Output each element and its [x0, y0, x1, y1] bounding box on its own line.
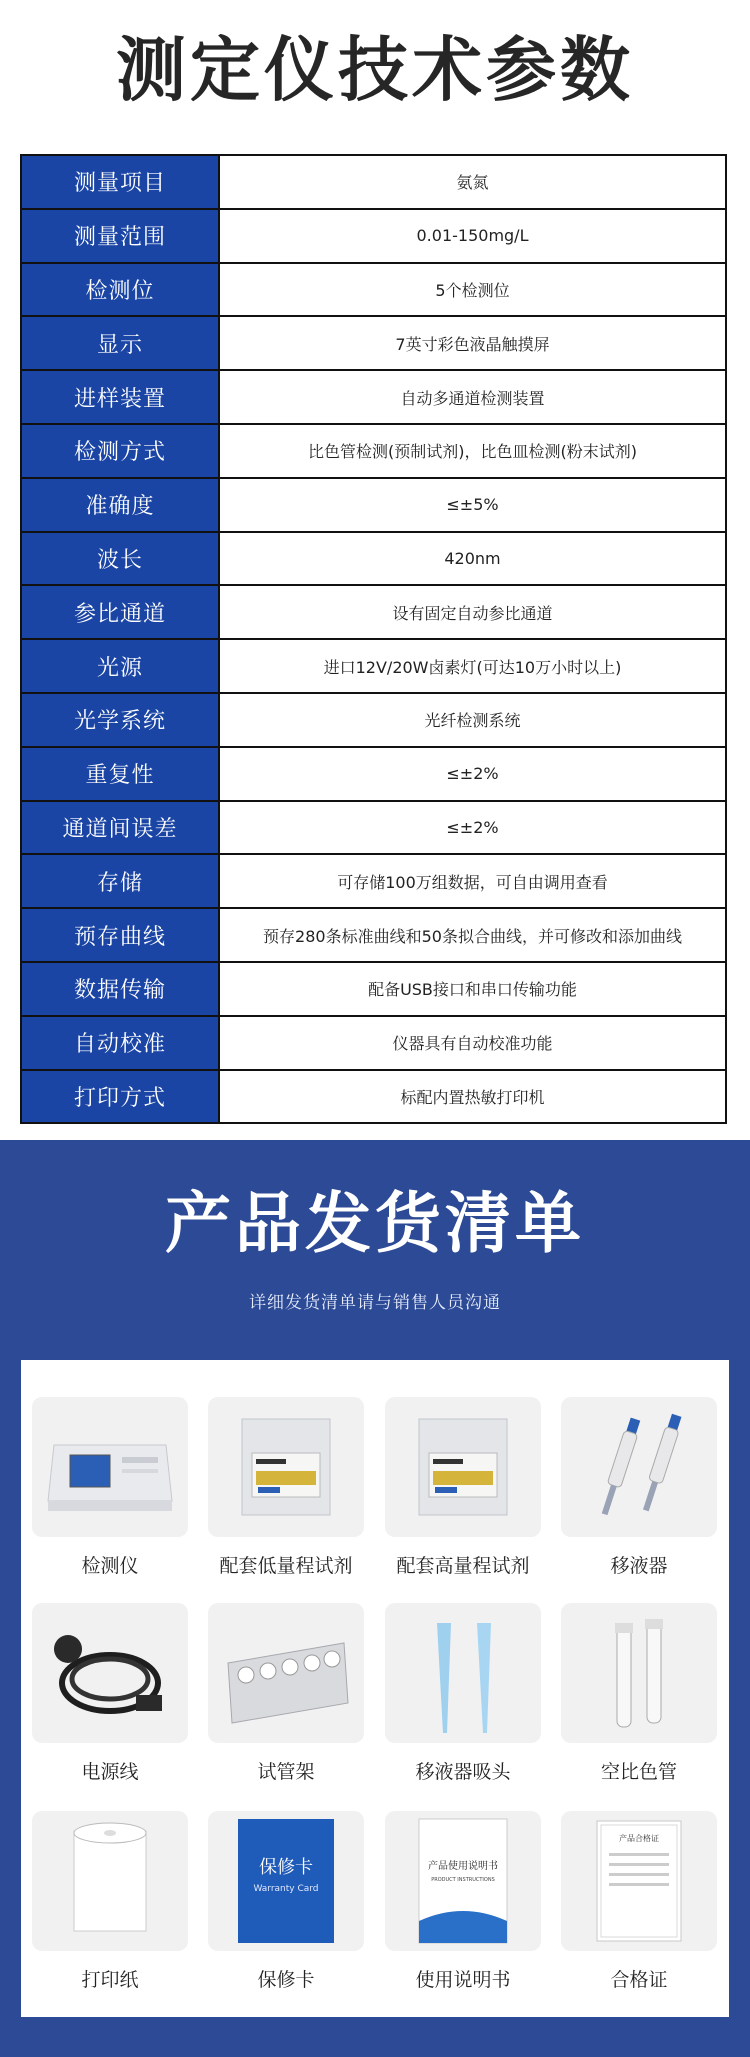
list-item — [208, 1811, 364, 1992]
spec-key: 自动校准 — [21, 1016, 219, 1070]
table-row — [21, 747, 726, 801]
power-cord-icon — [32, 1603, 188, 1743]
spec-value: 0.01-150mg/L — [219, 209, 726, 263]
table-row — [21, 424, 726, 478]
spec-value: 仪器具有自动校准功能 — [219, 1016, 726, 1070]
spec-key: 检测位 — [21, 263, 219, 317]
list-item — [385, 1603, 541, 1784]
spec-key: 数据传输 — [21, 962, 219, 1016]
item-label: 移液器吸头 — [415, 1761, 511, 1783]
table-row — [21, 585, 726, 639]
shipping-title: 产品发货清单 — [165, 1185, 585, 1262]
spec-key: 波长 — [21, 532, 219, 586]
item-label: 检测仪 — [81, 1555, 139, 1577]
manual-en: PRODUCT INSTRUCTIONS — [431, 1877, 495, 1883]
list-item — [561, 1811, 717, 1992]
page-title: 测定仪技术参数 — [116, 29, 634, 111]
reagent-box-icon — [385, 1397, 541, 1537]
pipette-tip-icon — [385, 1603, 541, 1743]
list-item — [385, 1397, 541, 1578]
table-row — [21, 209, 726, 263]
warranty-card-en: Warranty Card — [253, 1884, 319, 1894]
list-item — [561, 1397, 717, 1578]
warranty-card-text: 保修卡 — [259, 1857, 313, 1878]
spec-value: ≤±5% — [219, 478, 726, 532]
item-label: 配套低量程试剂 — [219, 1555, 353, 1577]
spec-key: 光源 — [21, 639, 219, 693]
item-label: 使用说明书 — [415, 1969, 511, 1991]
spec-value: 5个检测位 — [219, 263, 726, 317]
spec-key: 进样装置 — [21, 370, 219, 424]
spec-value: 420nm — [219, 532, 726, 586]
item-label: 打印纸 — [81, 1969, 139, 1991]
pipette-icon — [561, 1397, 717, 1537]
table-row — [21, 693, 726, 747]
spec-key: 显示 — [21, 316, 219, 370]
warranty-card-icon — [208, 1811, 364, 1951]
spec-value: 氨氮 — [219, 155, 726, 209]
item-label: 电源线 — [81, 1761, 139, 1783]
spec-key: 存储 — [21, 854, 219, 908]
spec-key: 准确度 — [21, 478, 219, 532]
spec-value: ≤±2% — [219, 747, 726, 801]
list-item — [32, 1603, 188, 1784]
table-row — [21, 155, 726, 209]
item-label: 空比色管 — [600, 1761, 677, 1783]
spec-key: 预存曲线 — [21, 908, 219, 962]
list-item — [32, 1397, 188, 1578]
reagent-box-icon — [208, 1397, 364, 1537]
spec-value: 进口12V/20W卤素灯(可达10万小时以上) — [219, 639, 726, 693]
spec-value: 比色管检测(预制试剂)，比色皿检测(粉末试剂) — [219, 424, 726, 478]
list-item — [208, 1603, 364, 1784]
table-row — [21, 801, 726, 855]
table-row — [21, 908, 726, 962]
table-row — [21, 1070, 726, 1124]
table-row — [21, 962, 726, 1016]
table-row — [21, 370, 726, 424]
spec-key: 测量项目 — [21, 155, 219, 209]
list-item — [385, 1811, 541, 1992]
spec-value: 7英寸彩色液晶触摸屏 — [219, 316, 726, 370]
certificate-text: 产品合格证 — [619, 1834, 659, 1843]
manual-icon — [385, 1811, 541, 1951]
table-row — [21, 478, 726, 532]
spec-value: 预存280条标准曲线和50条拟合曲线，并可修改和添加曲线 — [219, 908, 726, 962]
spec-key: 重复性 — [21, 747, 219, 801]
item-label: 移液器 — [610, 1555, 668, 1577]
table-row — [21, 532, 726, 586]
spec-key: 参比通道 — [21, 585, 219, 639]
spec-key: 通道间误差 — [21, 801, 219, 855]
spec-key: 打印方式 — [21, 1070, 219, 1124]
list-item — [208, 1397, 364, 1578]
spec-value: 配备USB接口和串口传输功能 — [219, 962, 726, 1016]
spec-value: 自动多通道检测装置 — [219, 370, 726, 424]
cuvette-tube-icon — [561, 1603, 717, 1743]
spec-value: 光纤检测系统 — [219, 693, 726, 747]
table-row — [21, 316, 726, 370]
spec-key: 检测方式 — [21, 424, 219, 478]
spec-key: 光学系统 — [21, 693, 219, 747]
table-row — [21, 1016, 726, 1070]
certificate-icon — [561, 1811, 717, 1951]
tube-rack-icon — [208, 1603, 364, 1743]
spec-table — [20, 154, 727, 1124]
item-label: 试管架 — [257, 1761, 315, 1783]
item-label: 保修卡 — [257, 1969, 315, 1991]
table-row — [21, 854, 726, 908]
spec-value: ≤±2% — [219, 801, 726, 855]
instrument-icon — [32, 1397, 188, 1537]
spec-key: 测量范围 — [21, 209, 219, 263]
list-item — [32, 1811, 188, 1992]
spec-value: 设有固定自动参比通道 — [219, 585, 726, 639]
item-label: 合格证 — [610, 1969, 668, 1991]
shipping-subtitle: 详细发货清单请与销售人员沟通 — [249, 1293, 501, 1313]
table-row — [21, 639, 726, 693]
spec-value: 可存储100万组数据，可自由调用查看 — [219, 854, 726, 908]
manual-text: 产品使用说明书 — [428, 1861, 498, 1872]
item-label: 配套高量程试剂 — [396, 1555, 530, 1577]
paper-roll-icon — [32, 1811, 188, 1951]
list-item — [561, 1603, 717, 1784]
shipping-list-panel — [21, 1360, 729, 2017]
table-row — [21, 263, 726, 317]
spec-value: 标配内置热敏打印机 — [219, 1070, 726, 1124]
